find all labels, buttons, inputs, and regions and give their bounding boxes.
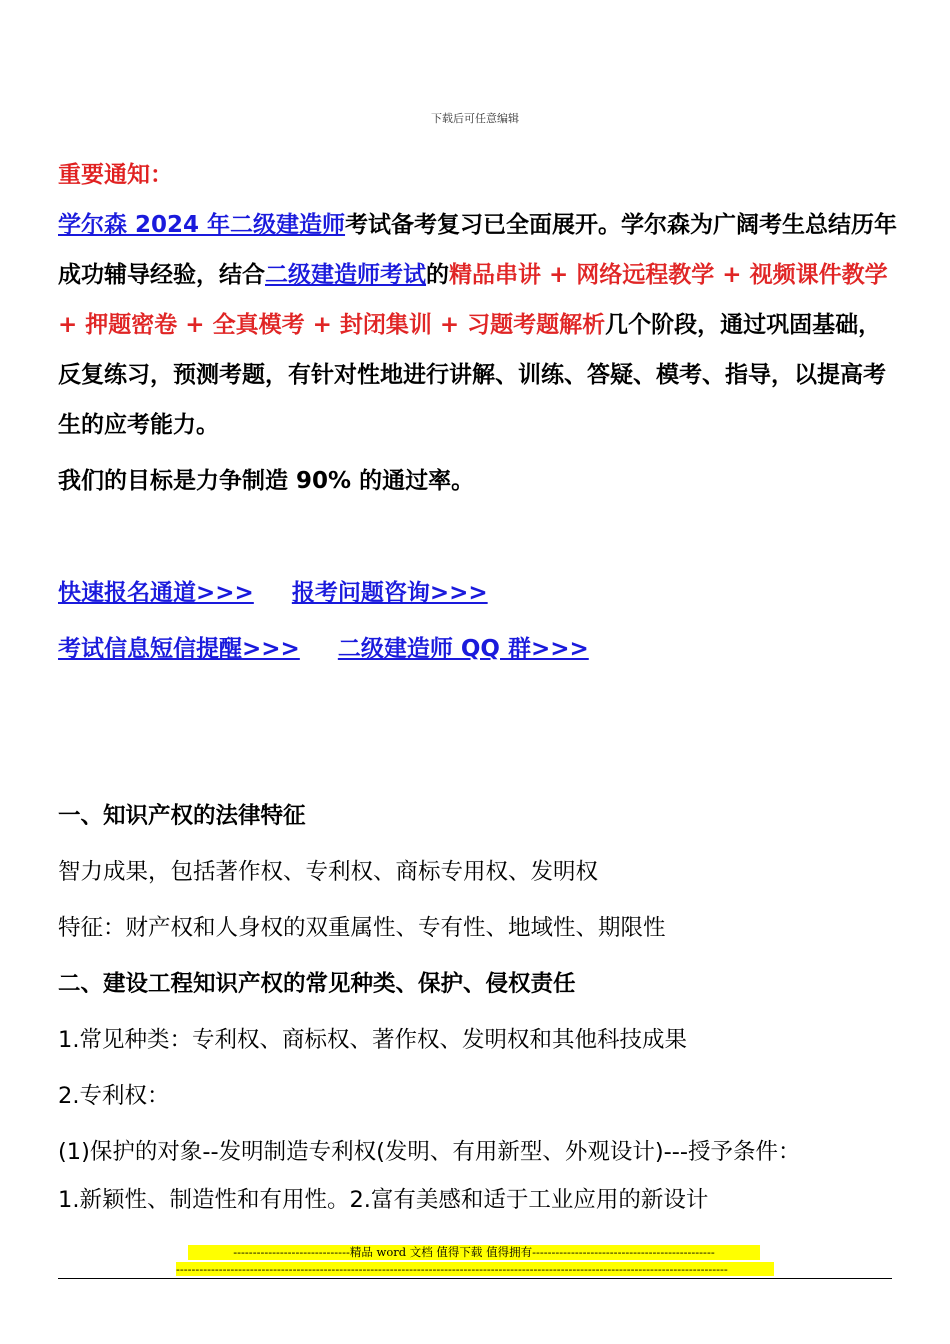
notice-text-1: 考试备考复习已全面展开。学尔森为广阔考生总结历年成功辅导经验，结合	[58, 212, 898, 288]
qq-group-link[interactable]: 二级建造师 QQ 群>>>	[337, 636, 589, 662]
goal-text: 我们的目标是力争制造 90% 的通过率。	[58, 468, 475, 494]
footer-banner: ------------------------------精品 word 文档 值得下载 值得拥有-----------------------------------------------	[188, 1245, 760, 1260]
footer-dashes: ----------------------------------------------------------------------------------------------------------------------------------------------	[176, 1262, 774, 1276]
paragraph-4: 2.专利权：	[58, 1083, 170, 1109]
links-row-2	[58, 630, 627, 663]
header-note: 下载后可任意编辑	[431, 112, 519, 125]
notice-text-2: 的	[426, 262, 449, 288]
notice-paragraph	[58, 200, 898, 450]
links-row-1	[58, 574, 526, 607]
section-heading-1: 一、知识产权的法律特征	[58, 803, 306, 829]
paragraph-6: 1.新颖性、制造性和有用性。2.富有美感和适于工业应用的新设计	[58, 1187, 709, 1213]
notice-title: 重要通知：	[58, 162, 173, 188]
paragraph-1: 智力成果，包括著作权、专利权、商标专用权、发明权	[58, 859, 599, 885]
consult-link[interactable]: 报考问题咨询>>>	[291, 580, 488, 606]
sms-reminder-link[interactable]: 考试信息短信提醒>>>	[58, 636, 300, 662]
paragraph-5: (1)保护的对象--发明制造专利权(发明、有用新型、外观设计)---授予条件：	[58, 1139, 801, 1165]
notice-text-3: 几个阶段，通过巩固基础，反复练习，预测考题，有针对性地进行讲解、训练、答疑、模考、指导，以提高考生的应考能力。	[58, 312, 886, 438]
quick-signup-link[interactable]: 快速报名通道>>>	[58, 580, 254, 606]
paragraph-2: 特征：财产权和人身权的双重属性、专有性、地域性、期限性	[58, 915, 666, 941]
paragraph-3: 1.常见种类：专利权、商标权、著作权、发明权和其他科技成果	[58, 1027, 687, 1053]
section-heading-2: 二、建设工程知识产权的常见种类、保护、侵权责任	[58, 971, 576, 997]
exam-link[interactable]: 二级建造师考试	[265, 262, 426, 288]
footer-divider	[58, 1278, 892, 1279]
course-highlight: 精品串讲 + 网络远程教学 + 视频课件教学 + 押题密卷 + 全真模考 + 封闭集训 + 习题考题解析	[58, 262, 888, 338]
brand-link[interactable]: 学尔森 2024 年二级建造师	[58, 212, 346, 238]
